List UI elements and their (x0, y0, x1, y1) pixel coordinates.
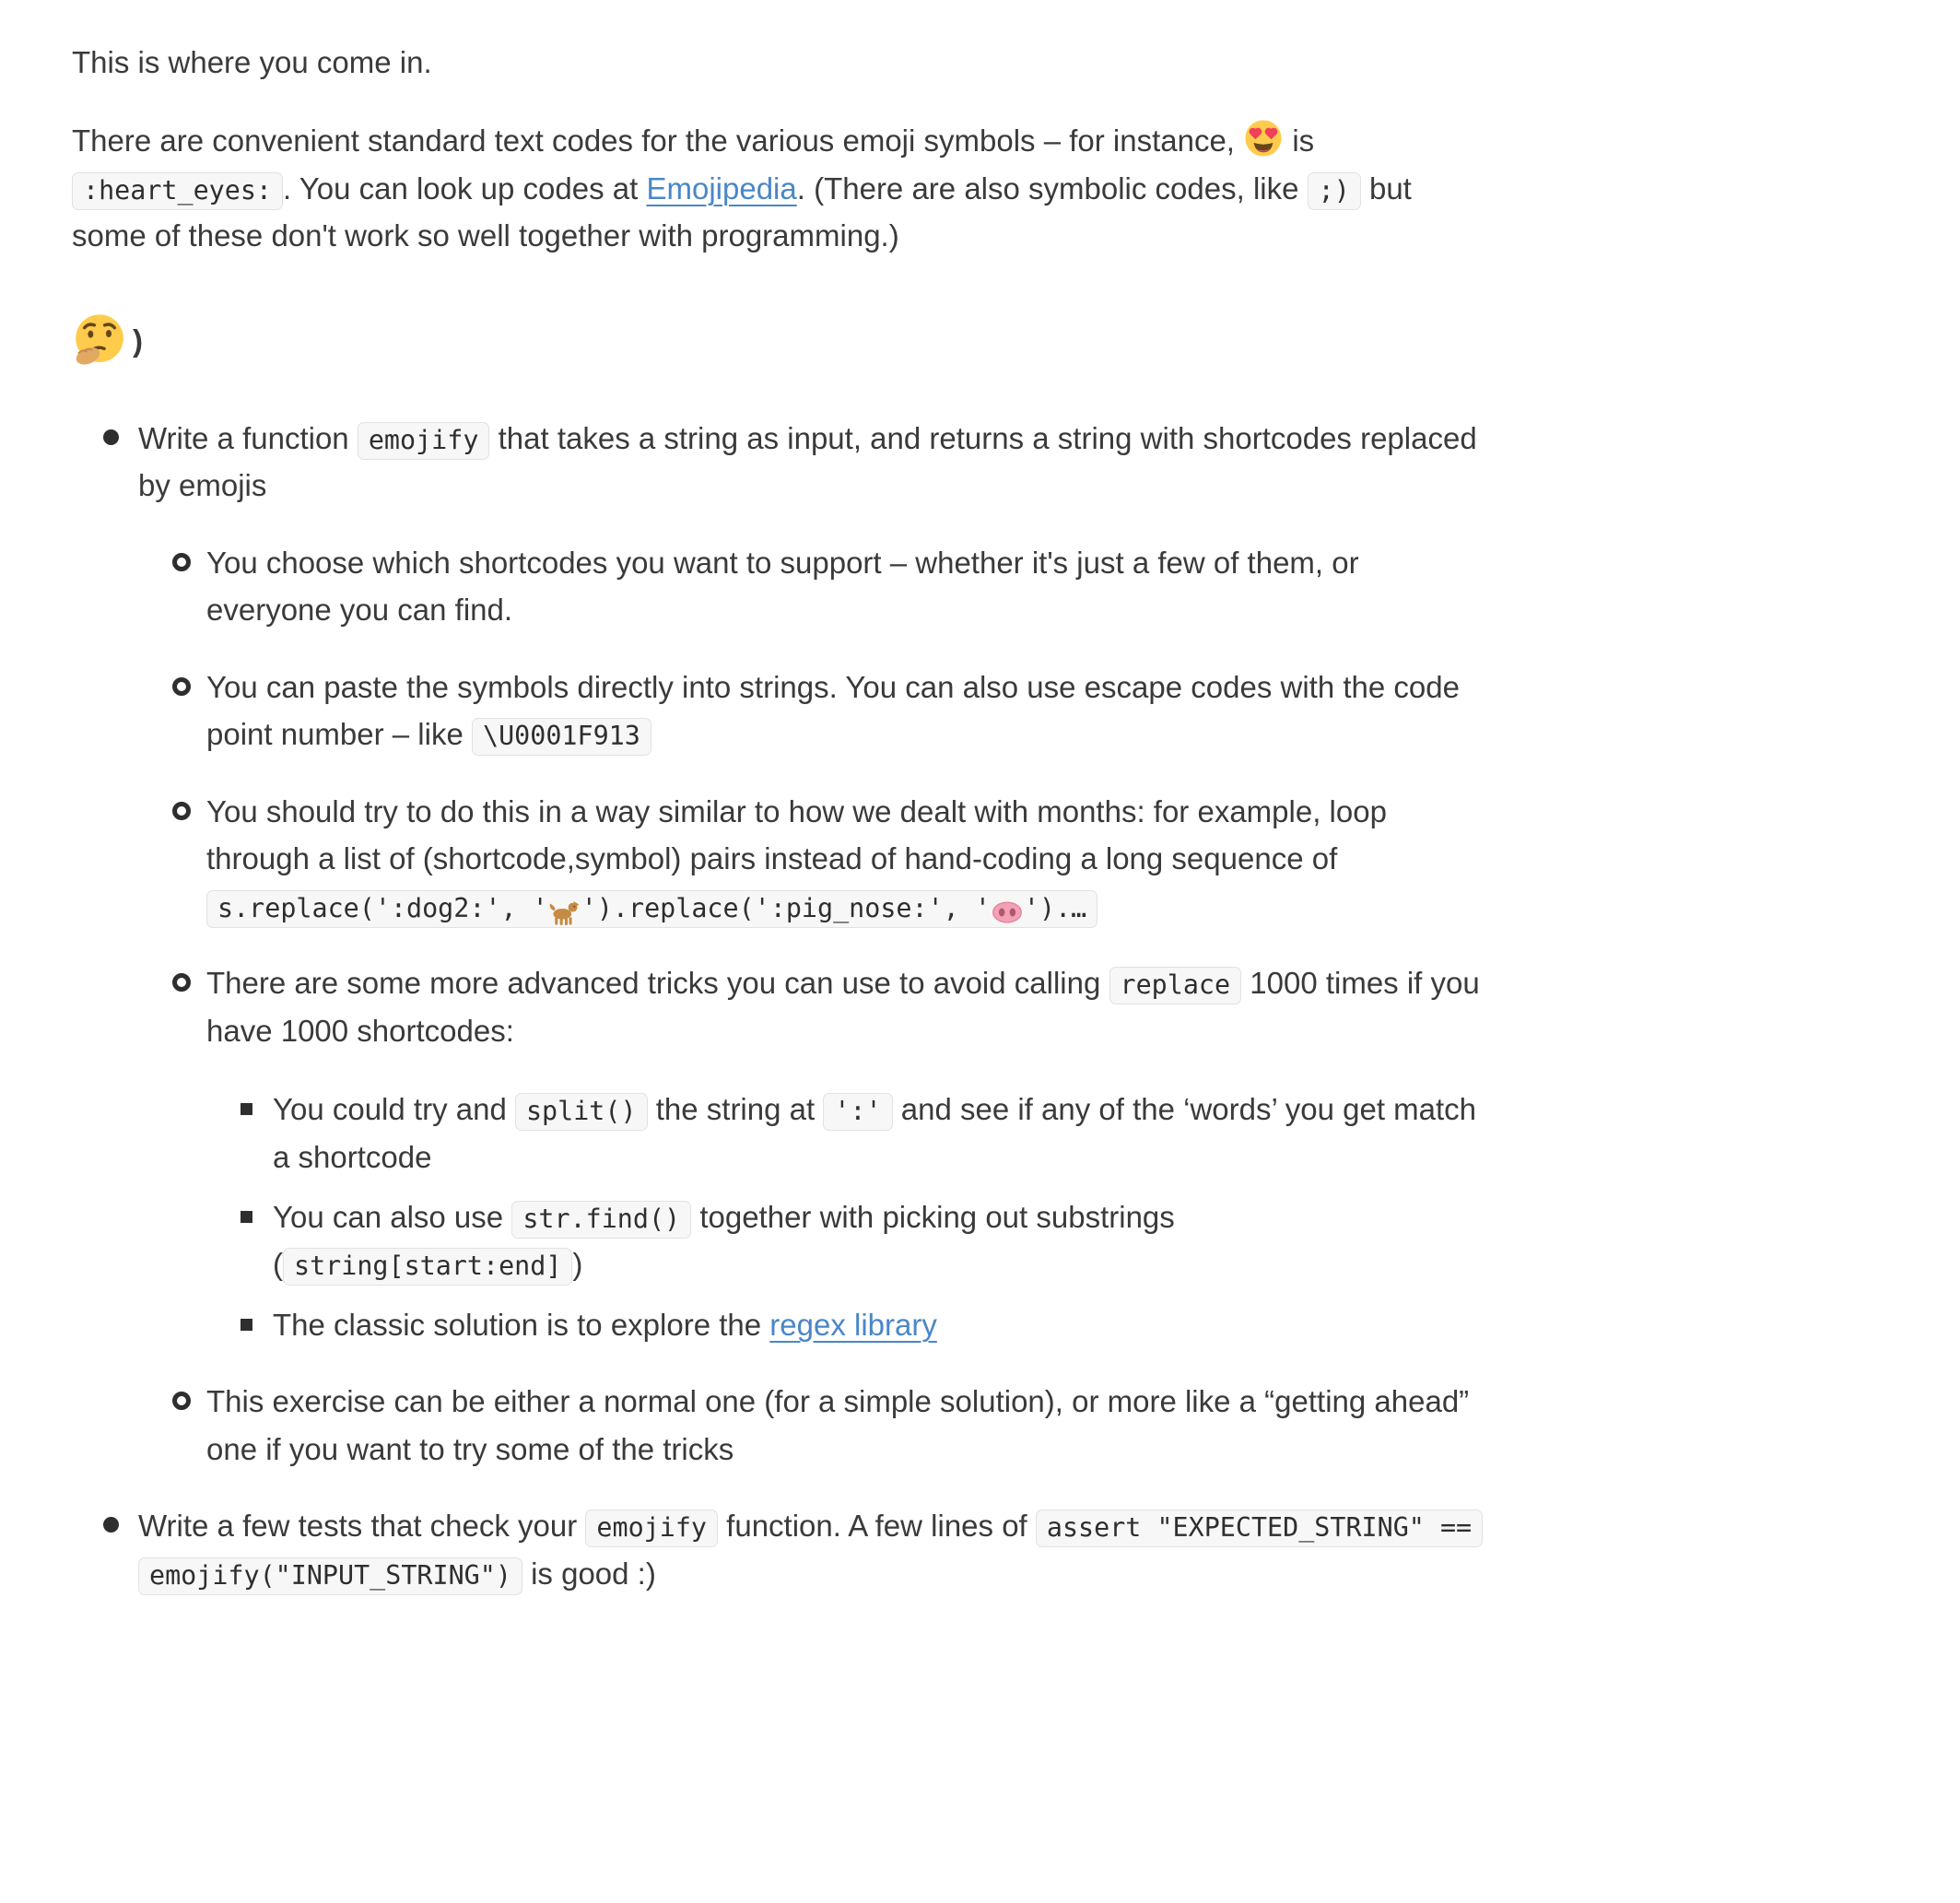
list-item-split-trick (273, 1086, 1491, 1181)
text-segment: . (There are also symbolic codes, like (796, 170, 1308, 206)
list-item-advanced-tricks (206, 959, 1491, 1348)
text-segment: but some of these don't work so well together with programming.) (72, 170, 1412, 253)
text-segment: . You can look up codes at (283, 170, 647, 206)
inline-code: emojify (358, 422, 490, 460)
list-item-choose-shortcodes (206, 539, 1491, 634)
codes-paragraph (72, 117, 1491, 259)
inline-code: ;) (1308, 172, 1361, 210)
text-segment: is good :) (522, 1556, 656, 1591)
pig-nose-emoji (991, 896, 1024, 929)
intro-paragraph (72, 39, 1491, 86)
text-segment: and see if any of the ‘words’ you get match a shortcode (273, 1092, 1477, 1174)
text-segment: This is where you come in. (72, 45, 432, 79)
list-item-regex-trick (273, 1301, 1491, 1348)
code-segment: ').… (1023, 892, 1087, 923)
list-item-emojify-function (138, 415, 1491, 1473)
text-segment: ) (572, 1247, 583, 1282)
regex-library-link[interactable]: regex library (769, 1307, 937, 1342)
thinking-face-emoji (72, 311, 127, 367)
emojipedia-link[interactable]: Emojipedia (646, 170, 797, 206)
text-segment: There are some more advanced tricks you can use to avoid calling (206, 966, 1109, 1001)
inline-code: :heart_eyes: (72, 172, 283, 210)
text-segment: The classic solution is to explore the (273, 1307, 770, 1342)
text-segment: You choose which shortcodes you want to support – whether it's just a few of them, or everyone you can find. (206, 545, 1359, 628)
text-segment: You can paste the symbols directly into strings. You can also use escape codes with the code point number – like (206, 669, 1460, 752)
inline-code: emojify (585, 1509, 718, 1547)
text-segment: Write a function (138, 420, 358, 455)
code-segment: ').replace(':pig_nose:', ' (581, 892, 991, 923)
thinking-paragraph (72, 311, 1491, 367)
sub-list (138, 539, 1491, 1474)
text-segment: that takes a string as input, and returns a string with shortcodes replaced by emojis (138, 420, 1477, 503)
text-segment: function. A few lines of (718, 1509, 1036, 1544)
task-list (72, 415, 1491, 1597)
text-segment: Write a few tests that check your (138, 1509, 586, 1544)
list-item-months-approach (206, 788, 1491, 930)
text-segment: You could try and (273, 1092, 515, 1127)
text-segment: the string at (647, 1092, 824, 1127)
list-item-write-tests (138, 1502, 1491, 1597)
text-segment: ) (133, 323, 143, 358)
inline-code: string[start:end] (283, 1248, 572, 1286)
text-segment: You should try to do this in a way similar to how we dealt with months: for example, loop through a list of (shortcode,symbol) pairs instead of hand-coding a long sequence of (206, 793, 1387, 876)
heart-eyes-emoji (1243, 118, 1284, 159)
inline-code: assert "EXPECTED_STRING" == emojify("INPUT_STRING") (138, 1509, 1483, 1594)
text-segment: is (1284, 123, 1315, 159)
text-segment: This exercise can be either a normal one (for a simple solution), or more like a “getting ahead” one if you want to try some of the tricks (206, 1384, 1470, 1466)
text-segment: together with picking out substrings ( (273, 1199, 1175, 1282)
list-item-exercise-mode (206, 1378, 1491, 1473)
code-segment: s.replace(':dog2:', ' (217, 892, 548, 923)
text-segment: You can also use (273, 1199, 512, 1234)
inline-code: str.find() (511, 1201, 691, 1239)
inline-code: \U0001F913 (472, 718, 651, 756)
inline-code: ':' (823, 1093, 892, 1131)
tricks-list (206, 1086, 1491, 1348)
inline-code: split() (515, 1093, 648, 1131)
text-segment: 1000 times if you have 1000 shortcodes: (206, 966, 1480, 1048)
list-item-paste-symbols (206, 664, 1491, 758)
list-item-strfind-trick (273, 1193, 1491, 1288)
inline-code: replace (1109, 967, 1242, 1004)
text-segment: There are convenient standard text codes for the various emoji symbols – for instance, (72, 123, 1244, 159)
inline-code (206, 890, 1097, 928)
dog-emoji (548, 896, 581, 929)
